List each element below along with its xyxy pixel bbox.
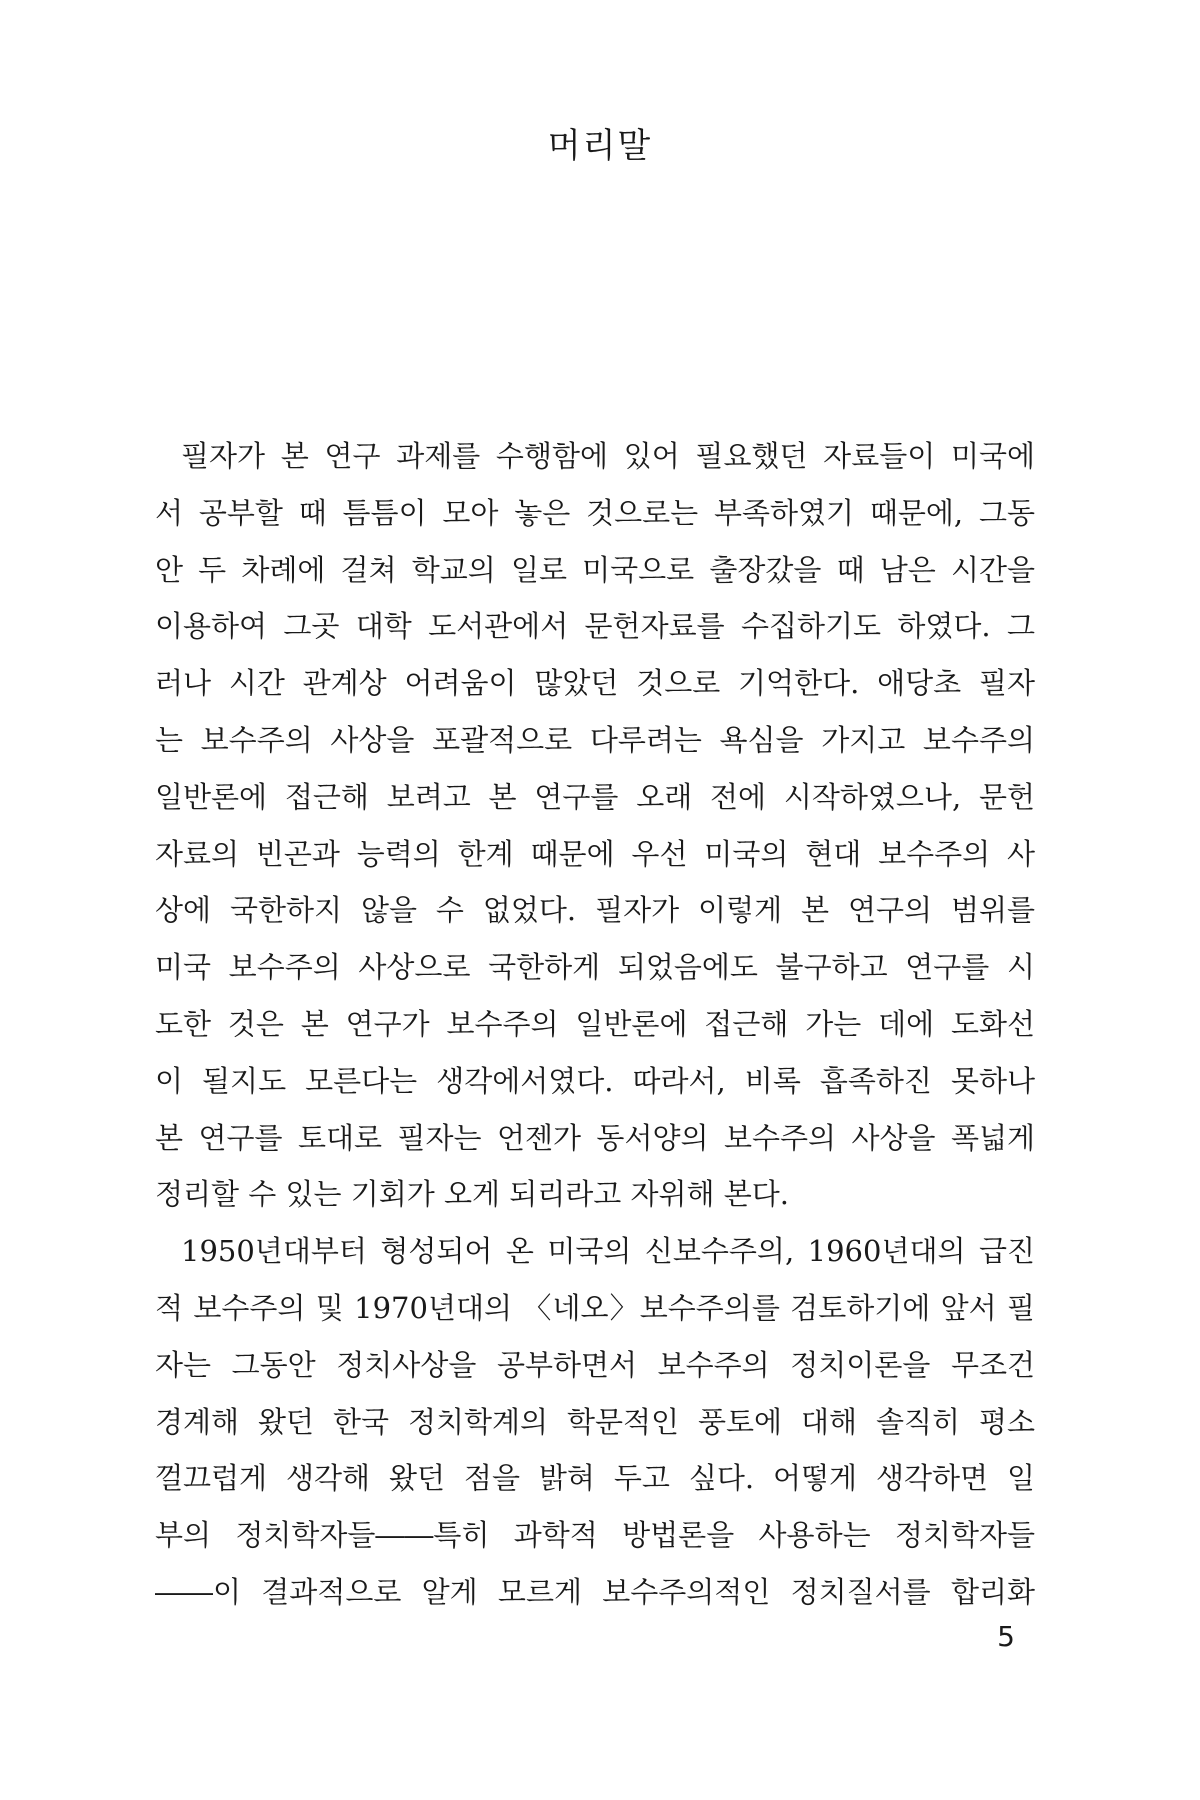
text-line: 상에 국한하지 않을 수 없었다. 필자가 이렇게 본 연구의 범위를 bbox=[155, 893, 1035, 928]
text-line: 는 보수주의 사상을 포괄적으로 다루려는 욕심을 가지고 보수주의 bbox=[155, 722, 1035, 757]
text-line: 서 공부할 때 틈틈이 모아 놓은 것으로는 부족하였기 때문에, 그동 bbox=[155, 495, 1035, 530]
text-line: 도한 것은 본 연구가 보수주의 일반론에 접근해 가는 데에 도화선 bbox=[155, 1006, 1035, 1041]
text-line: 정리할 수 있는 기회가 오게 되리라고 자위해 본다. bbox=[155, 1177, 790, 1212]
text-line: 이용하여 그곳 대학 도서관에서 문헌자료를 수집하기도 하였다. 그 bbox=[155, 609, 1035, 644]
text-line: 일반론에 접근해 보려고 본 연구를 오래 전에 시작하였으나, 문헌 bbox=[155, 779, 1035, 814]
text-line: 안 두 차례에 걸쳐 학교의 일로 미국으로 출장갔을 때 남은 시간을 bbox=[155, 552, 1035, 587]
text-line: ――이 결과적으로 알게 모르게 보수주의적인 정치질서를 합리화 bbox=[155, 1574, 1035, 1609]
text-line: 1950년대부터 형성되어 온 미국의 신보수주의, 1960년대의 급진 bbox=[181, 1234, 1035, 1269]
page-title: 머리말 bbox=[547, 126, 653, 166]
text-line: 본 연구를 토대로 필자는 언젠가 동서양의 보수주의 사상을 폭넓게 bbox=[155, 1120, 1035, 1155]
text-line: 껄끄럽게 생각해 왔던 점을 밝혀 두고 싶다. 어떻게 생각하면 일 bbox=[155, 1461, 1035, 1496]
text-line: 필자가 본 연구 과제를 수행함에 있어 필요했던 자료들이 미국에 bbox=[181, 439, 1035, 473]
text-line: 이 될지도 모른다는 생각에서였다. 따라서, 비록 흡족하진 못하나 bbox=[155, 1063, 1035, 1098]
page-number: 5 bbox=[997, 1620, 1015, 1653]
text-line: 자료의 빈곤과 능력의 한계 때문에 우선 미국의 현대 보수주의 사 bbox=[155, 836, 1035, 871]
text-line: 자는 그동안 정치사상을 공부하면서 보수주의 정치이론을 무조건 bbox=[155, 1347, 1035, 1382]
text-line: 미국 보수주의 사상으로 국한하게 되었음에도 불구하고 연구를 시 bbox=[155, 950, 1035, 985]
body-text bbox=[155, 428, 1035, 1621]
text-line: 경계해 왔던 한국 정치학계의 학문적인 풍토에 대해 솔직히 평소 bbox=[155, 1404, 1035, 1439]
text-line: 적 보수주의 및 1970년대의 〈네오〉보수주의를 검토하기에 앞서 필 bbox=[155, 1290, 1035, 1325]
text-line: 부의 정치학자들――특히 과학적 방법론을 사용하는 정치학자들 bbox=[155, 1518, 1035, 1553]
text-line: 러나 시간 관계상 어려움이 많았던 것으로 기억한다. 애당초 필자 bbox=[155, 666, 1035, 701]
